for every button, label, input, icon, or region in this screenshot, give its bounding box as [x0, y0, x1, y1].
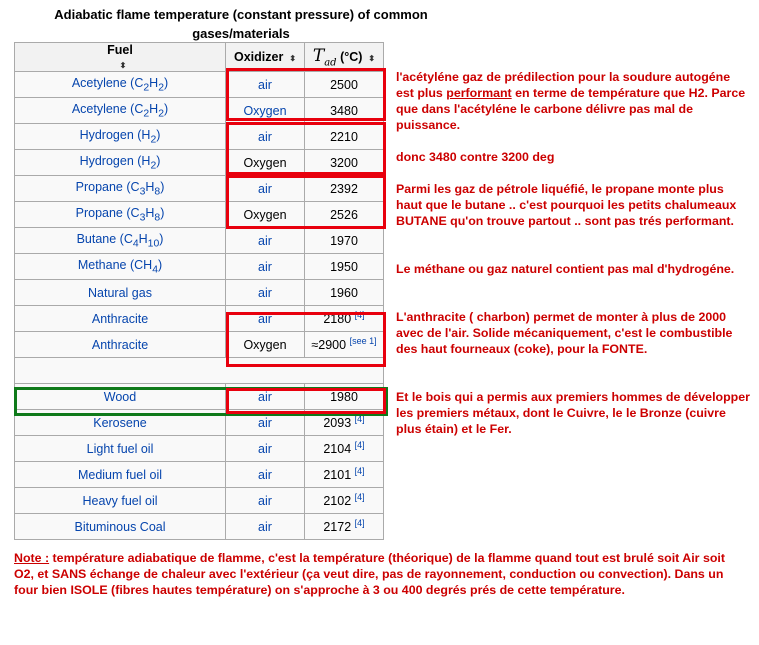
reference-link[interactable]: [4] — [354, 440, 365, 451]
note-acetylene-part2: en terme de température que H2. Parce que dans l'acétyléne le carbone délivre pas mal de puissance. — [396, 86, 746, 132]
note-compare: donc 3480 contre 3200 deg — [396, 150, 555, 164]
reference-link[interactable]: [4] — [354, 466, 365, 477]
temperature-cell — [305, 488, 384, 514]
table-row — [15, 514, 384, 540]
fuel-cell — [15, 150, 226, 176]
fuel-name: Kerosene — [93, 415, 147, 430]
fuel-link[interactable] — [75, 205, 165, 224]
note-wood: Et le bois qui a permis aux premiers hommes de développer les premiers métaux, dont le Cuivre, le le Bronze (cuivre plus étain) et le Fer. — [396, 390, 750, 436]
column-header-temperature-unit: (°C) — [340, 49, 363, 64]
table-row — [15, 280, 384, 306]
fuel-name: Medium fuel oil — [77, 467, 163, 482]
fuel-name: Propane (C — [75, 205, 140, 220]
highlight-box-acetylene — [226, 68, 386, 121]
fuel-name: Natural gas — [88, 285, 152, 300]
fuel-cell — [15, 176, 226, 202]
reference-link[interactable]: [4] — [354, 518, 365, 529]
oxidizer-value: Oxygen — [243, 337, 287, 352]
fuel-cell — [15, 514, 226, 540]
oxidizer-value[interactable]: air — [258, 415, 272, 430]
formula-close: ) — [156, 127, 161, 142]
oxidizer-value[interactable]: air — [258, 389, 272, 404]
fuel-cell — [15, 254, 226, 280]
formula-subscript: 2 — [150, 160, 157, 172]
fuel-link[interactable] — [71, 75, 169, 94]
fuel-name: Methane (CH — [77, 257, 153, 272]
fuel-cell — [15, 332, 226, 358]
oxidizer-cell — [226, 514, 305, 540]
temperature-value: 2500 — [330, 77, 358, 92]
formula-subscript: 2 — [143, 82, 150, 94]
fuel-name: Butane (C — [76, 231, 133, 246]
sort-icon[interactable]: ⬍ — [368, 53, 376, 63]
temperature-value: 2526 — [330, 207, 358, 222]
fuel-name: Wood — [103, 389, 137, 404]
temperature-cell — [305, 280, 384, 306]
fuel-name: Anthracite — [91, 337, 149, 352]
fuel-link[interactable] — [78, 468, 162, 482]
temperature-value: 1980 — [330, 389, 358, 404]
oxidizer-value[interactable]: air — [258, 311, 272, 326]
formula-subscript: 10 — [147, 238, 160, 250]
fuel-link[interactable] — [92, 338, 148, 352]
fuel-link[interactable] — [74, 520, 165, 534]
fuel-link[interactable] — [77, 257, 163, 276]
oxidizer-cell — [226, 488, 305, 514]
table-row — [15, 462, 384, 488]
note-anthracite: L'anthracite ( charbon) permet de monter à plus de 2000 avec de l'air. Solide mécaniquement, c'est le combustible des haut fourneaux (coke), pour la FONTE. — [396, 310, 733, 356]
formula-close: ) — [164, 101, 169, 116]
oxidizer-cell — [226, 254, 305, 280]
fuel-cell — [15, 72, 226, 98]
formula-subscript: 2 — [143, 108, 150, 120]
tad-symbol: $T_{ad}$ — [312, 45, 337, 69]
table-row — [15, 254, 384, 280]
temperature-value: 2180 — [323, 312, 352, 327]
oxidizer-cell — [226, 436, 305, 462]
fuel-name: Light fuel oil — [86, 441, 154, 456]
fuel-cell — [15, 306, 226, 332]
temperature-cell — [305, 514, 384, 540]
fuel-name: Acetylene (C — [71, 101, 144, 116]
footnote-label: Note : — [14, 551, 50, 565]
reference-link[interactable]: [4] — [354, 414, 365, 425]
temperature-value: 3200 — [330, 155, 358, 170]
table-row — [15, 488, 384, 514]
formula-subscript: 3 — [139, 186, 146, 198]
fuel-name: Acetylene (C — [71, 75, 144, 90]
fuel-link[interactable] — [92, 312, 148, 326]
formula-subscript: 8 — [154, 212, 161, 224]
fuel-name: Hydrogen (H — [79, 127, 151, 142]
formula-element: H — [145, 179, 155, 194]
fuel-link[interactable] — [93, 416, 147, 430]
table-row — [15, 228, 384, 254]
temperature-value: 2102 — [323, 494, 352, 509]
formula-subscript: 4 — [132, 238, 139, 250]
oxidizer-value[interactable]: air — [258, 493, 272, 508]
reference-link[interactable]: [see 1] — [349, 336, 377, 347]
temperature-value: 2101 — [323, 468, 352, 483]
note-methane: Le méthane ou gaz naturel contient pas mal d'hydrogéne. — [396, 262, 735, 276]
fuel-cell — [15, 98, 226, 124]
oxidizer-cell — [226, 280, 305, 306]
fuel-cell — [15, 488, 226, 514]
fuel-link[interactable] — [76, 231, 164, 250]
table-row — [15, 436, 384, 462]
fuel-name: Propane (C — [75, 179, 140, 194]
oxidizer-value[interactable]: air — [258, 129, 272, 144]
fuel-link[interactable] — [88, 286, 152, 300]
fuel-cell — [15, 462, 226, 488]
temperature-cell — [305, 228, 384, 254]
sort-icon[interactable]: ⬍ — [119, 61, 127, 70]
temperature-cell — [305, 436, 384, 462]
temperature-value: 2392 — [330, 181, 358, 196]
note-acetylene-part1: l'acétyléne gaz de prédilection pour la soudure autogéne est plus — [396, 70, 731, 100]
oxidizer-cell — [226, 228, 305, 254]
temperature-value: 2093 — [323, 416, 352, 431]
temperature-value: 1960 — [330, 285, 358, 300]
oxidizer-cell — [226, 462, 305, 488]
oxidizer-value[interactable]: air — [258, 441, 272, 456]
fuel-name: Anthracite — [91, 311, 149, 326]
formula-element: H — [149, 101, 159, 116]
formula-close: ) — [160, 205, 165, 220]
oxidizer-value: Oxygen — [243, 103, 287, 118]
formula-subscript: 4 — [152, 264, 158, 276]
fuel-cell — [15, 436, 226, 462]
fuel-link[interactable] — [71, 101, 169, 120]
formula-close: ) — [164, 75, 169, 90]
column-header-oxidizer-label: Oxidizer — [233, 50, 284, 64]
oxidizer-value[interactable]: air — [258, 181, 272, 196]
formula-subscript: 8 — [154, 186, 161, 198]
temperature-cell — [305, 254, 384, 280]
formula-element: H — [149, 75, 159, 90]
temperature-value: ≈2900 — [311, 338, 347, 353]
sort-icon[interactable]: ⬍ — [289, 54, 297, 63]
fuel-link[interactable] — [75, 179, 165, 198]
temperature-value: 2172 — [323, 520, 352, 535]
fuel-link[interactable] — [79, 153, 161, 172]
oxidizer-value[interactable]: air — [258, 285, 272, 300]
note-acetylene — [396, 69, 751, 133]
reference-link[interactable]: [4] — [354, 310, 365, 321]
oxidizer-value[interactable]: air — [258, 519, 272, 534]
highlight-box-propane — [226, 175, 386, 229]
temperature-value: 1970 — [330, 233, 358, 248]
oxidizer-value[interactable]: air — [258, 259, 272, 274]
note-propane: Parmi les gaz de pétrole liquéfié, le propane monte plus haut que le butane .. c'est pourquoi les petits chalumeaux BUTANE qu'on trouve partout .. sont pas trés performant. — [396, 182, 737, 228]
formula-close: ) — [157, 257, 163, 272]
temperature-value: 2210 — [330, 129, 358, 144]
oxidizer-value[interactable]: air — [258, 467, 272, 482]
formula-close: ) — [156, 153, 161, 168]
formula-subscript: 3 — [139, 212, 146, 224]
highlight-box-hydrogen — [226, 122, 386, 175]
formula-element: H — [145, 205, 155, 220]
highlight-box-anthracite — [226, 312, 386, 367]
footnote — [14, 550, 744, 598]
fuel-name: Heavy fuel oil — [82, 493, 158, 508]
formula-close: ) — [159, 231, 164, 246]
table-caption: Adiabatic flame temperature (constant pressure) of common gases/materials — [54, 7, 428, 41]
fuel-name: Bituminous Coal — [74, 519, 166, 534]
oxidizer-value: Oxygen — [243, 207, 287, 222]
temperature-value: 2104 — [323, 442, 352, 457]
formula-element: H — [138, 231, 148, 246]
column-header-fuel-label: Fuel — [107, 43, 133, 57]
fuel-cell — [15, 280, 226, 306]
fuel-link[interactable] — [87, 442, 154, 456]
reference-link[interactable]: [4] — [354, 492, 365, 503]
highlight-box-wood-values — [226, 388, 386, 414]
formula-subscript: 2 — [158, 82, 164, 94]
temperature-value: 1950 — [330, 259, 358, 274]
oxidizer-value[interactable]: air — [258, 233, 272, 248]
oxidizer-value[interactable]: air — [258, 77, 272, 92]
fuel-link[interactable] — [79, 127, 161, 146]
oxidizer-value: Oxygen — [243, 155, 287, 170]
temperature-value: 3480 — [330, 103, 358, 118]
column-header-fuel[interactable] — [15, 43, 226, 72]
fuel-cell — [15, 228, 226, 254]
formula-subscript: 2 — [158, 108, 164, 120]
formula-subscript: 2 — [150, 134, 157, 146]
note-acetylene-underlined: performant — [446, 86, 512, 100]
fuel-link[interactable] — [82, 494, 157, 508]
fuel-cell — [15, 124, 226, 150]
fuel-name: Hydrogen (H — [79, 153, 151, 168]
footnote-text: température adiabatique de flamme, c'est la température (théorique) de la flamme quand tout est brulé soit Air soit O2, et SANS échange de chaleur avec l'extérieur (ça veut dire, pas de rayonnement, conduction ou convection). Dans un four bien ISOLE (fibres hautes température) on s'approche à 3 ou 400 degrés prés de cette température. — [14, 551, 725, 597]
formula-close: ) — [160, 179, 165, 194]
fuel-cell — [15, 202, 226, 228]
temperature-cell — [305, 462, 384, 488]
